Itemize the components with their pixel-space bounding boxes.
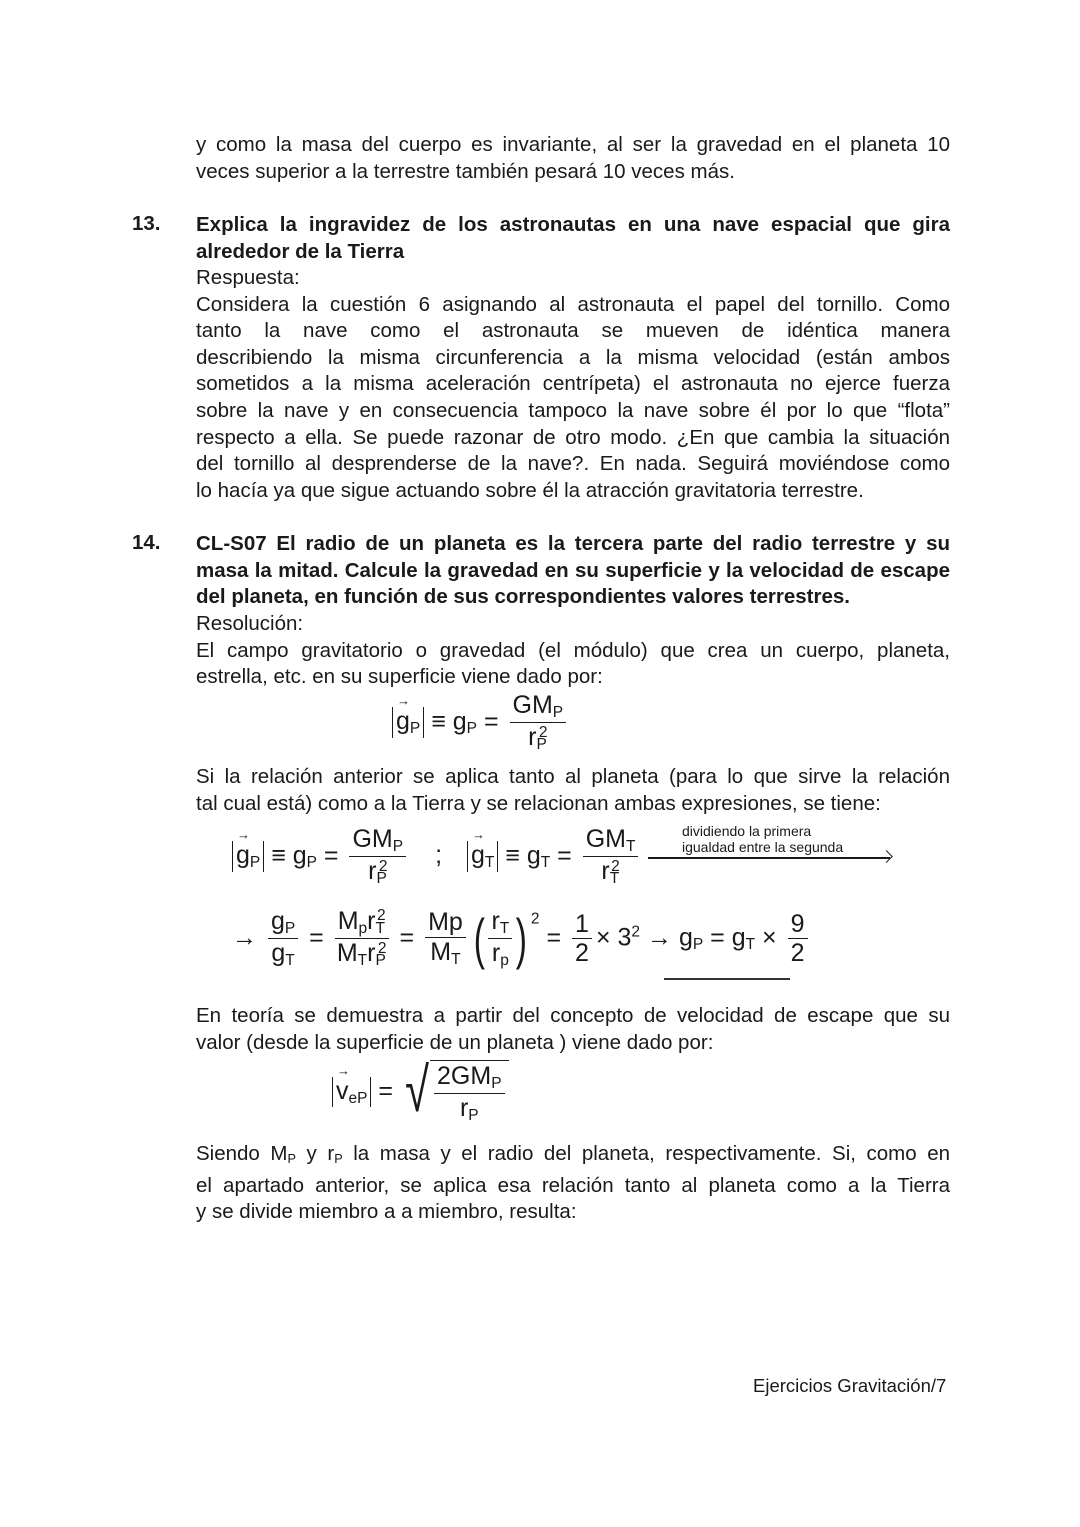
- fraction: [434, 1063, 505, 1124]
- text-line: sometidos a la misma aceleración centrípeta) el astronauta no ejerce fuerza: [196, 372, 950, 396]
- left-paren: (: [473, 906, 485, 970]
- text-line: Considera la cuestión 6 asignando al astronauta el papel del tornillo. Como: [196, 292, 950, 316]
- subscript: P: [284, 919, 296, 937]
- text-line: y se divide miembro a a miembro, resulta:: [196, 1200, 577, 1224]
- radical-icon: √: [405, 1056, 429, 1125]
- subscript: P: [334, 1151, 343, 1167]
- abs-value: [467, 841, 498, 872]
- superscript: 2: [377, 939, 387, 957]
- question-13-number: 13.: [132, 212, 161, 235]
- equiv-sign: ≡: [431, 707, 446, 736]
- formula-gravity-both: → $g_P \equiv g_P$ = $\frac{GM_P}{r_P^2}$ ; → $g_T \equiv g_T$ = $\frac{GM_T}{r_T^2}$: [232, 826, 642, 887]
- symbol-g: g: [731, 923, 746, 952]
- superscript: 2: [611, 857, 620, 875]
- numerator: M: [337, 907, 359, 935]
- text-line: tal cual está) como a la Tierra y se relacionan ambas expresiones, se tiene:: [196, 791, 881, 815]
- resolution-label: Resolución:: [196, 612, 304, 635]
- formula-gravity-ratio: → $\frac{g_P}{g_T}$ = $\frac{M_pr_T^2}{M_Tr_P^2}$ = $\frac{Mp}{M_T}$ ( $\frac{r_T}{r_p}$ ) $^2$ = $\frac{1}{2}$ × $3^2 \to g_P = g_T$ × $\frac{9}{2}$: [232, 908, 812, 969]
- subscript: P: [375, 952, 386, 970]
- denominator: M: [430, 937, 452, 966]
- question-13-statement: [196, 212, 950, 265]
- text-line: sobre la nave y en consecuencia tampoco la nave sobre él por lo que “flota”: [196, 398, 950, 422]
- denominator: g: [271, 939, 286, 968]
- exponent: 2: [530, 910, 540, 928]
- fraction: [268, 908, 298, 969]
- subscript: T: [540, 854, 551, 872]
- arrow-label-line1: dividiendo la primera: [682, 823, 812, 839]
- text: Siendo M: [196, 1142, 288, 1165]
- text-line: respecto a ella. Se puede razonar de otro modo. ¿En que cambia la situación: [196, 425, 950, 449]
- subscript: T: [625, 837, 636, 855]
- question-14-resolution: [196, 611, 950, 691]
- vector-g: → g: [471, 841, 485, 870]
- symbol-g: g: [526, 841, 541, 870]
- text-line: del tornillo al desprenderse de la nave?. En nada. Seguirá moviéndose como: [196, 452, 950, 476]
- arrow-label-line2: igualdad entre la segunda: [682, 839, 844, 855]
- fraction: [510, 692, 567, 753]
- text-line: CL-S07 El radio de un planeta es la tercera parte del radio terrestre y su: [196, 532, 950, 555]
- square-root: [400, 1056, 509, 1125]
- subscript: T: [609, 870, 620, 888]
- text: y r: [295, 1142, 335, 1165]
- numerator: 9: [788, 911, 808, 939]
- question-14-statement: [196, 531, 950, 611]
- symbol-g: g: [292, 841, 307, 870]
- separator: ;: [435, 841, 443, 870]
- subscript: T: [499, 919, 510, 937]
- superscript: 2: [378, 857, 388, 875]
- vector-g: → g: [236, 841, 250, 870]
- text-line: El campo gravitatorio o gravedad (el módulo) que crea un cuerpo, planeta,: [196, 638, 950, 662]
- subscript: P: [466, 720, 477, 738]
- subscript: P: [249, 854, 261, 872]
- fraction: [349, 826, 406, 887]
- subscript: P: [552, 703, 564, 721]
- denominator: r: [368, 857, 377, 886]
- numerator: r: [491, 907, 500, 935]
- numerator: GM: [585, 825, 626, 853]
- subscript: P: [536, 736, 547, 754]
- text-line: Si la relación anterior se aplica tanto al planeta (para lo que sirve la relación: [196, 765, 950, 788]
- long-arrow-icon: [648, 857, 890, 859]
- arrow-icon: →: [647, 923, 672, 952]
- text-line: [196, 1141, 950, 1173]
- denominator: M: [336, 939, 358, 968]
- numerator: GM: [512, 691, 553, 719]
- equals-sign: =: [378, 1076, 394, 1105]
- formula-gravity-planet: [392, 692, 570, 753]
- subscript: p: [500, 952, 509, 970]
- arrow-icon: →: [232, 923, 257, 952]
- text-line: alrededor de la Tierra: [196, 239, 405, 263]
- abs-value: [232, 841, 264, 872]
- question-14-number: 14.: [132, 531, 161, 554]
- subscript: P: [692, 936, 704, 954]
- text-line: el apartado anterior, se aplica esa relación tanto al planeta como a la Tierra: [196, 1173, 950, 1197]
- text: la masa y el radio del planeta, respectivamente. Si, como en: [342, 1142, 951, 1165]
- text-line: veces superior a la terrestre también pesará 10 veces más.: [196, 159, 735, 183]
- final-paragraph: [196, 1141, 950, 1226]
- text-line: Explica la ingravidez de los astronautas en una nave espacial que gira: [196, 213, 950, 236]
- text-line: describiendo la misma circunferencia a la misma velocidad (están ambos: [196, 345, 950, 369]
- denominator: 2: [790, 939, 805, 968]
- result-underline: [664, 978, 790, 980]
- fraction: [488, 908, 512, 969]
- text-line: del planeta, en función de sus correspondientes valores terrestres.: [196, 585, 850, 609]
- superscript: 2: [538, 723, 548, 741]
- text-line: estrella, etc. en su superficie viene dado por:: [196, 665, 603, 689]
- formula-escape-velocity: [332, 1056, 509, 1125]
- text-line: En teoría se demuestra a partir del concepto de velocidad de escape que su: [196, 1004, 950, 1027]
- subscript: P: [409, 720, 421, 738]
- relation-paragraph: [196, 764, 950, 817]
- text-line: y como la masa del cuerpo es invariante, al ser la gravedad en el planeta 10: [196, 133, 950, 156]
- subscript: P: [287, 1151, 296, 1167]
- vector-v: → v: [336, 1077, 349, 1106]
- escape-paragraph: [196, 1003, 950, 1056]
- answer-label: Respuesta:: [196, 266, 300, 289]
- abs-value: [332, 1077, 371, 1108]
- fraction: [335, 908, 389, 969]
- numerator: g: [270, 907, 285, 935]
- denominator: r: [601, 857, 610, 886]
- vector-g: → g: [396, 707, 410, 736]
- denominator: r: [459, 1094, 469, 1123]
- fraction: [425, 909, 466, 967]
- numerator: 2GM: [437, 1062, 492, 1090]
- text-line: lo hacía ya que sigue actuando sobre él la atracción gravitatoria terrestre.: [196, 478, 864, 502]
- text-line: masa la mitad. Calcule la gravedad en su superficie y la velocidad de escape: [196, 558, 950, 582]
- page-footer: Ejercicios Gravitación/7: [753, 1375, 947, 1396]
- numerator: 1: [572, 911, 592, 939]
- subscript: T: [484, 854, 495, 872]
- subscript: T: [375, 919, 385, 937]
- superscript: 2: [376, 907, 386, 925]
- symbol-g: g: [678, 923, 693, 952]
- abs-value: [392, 707, 424, 738]
- subscript: P: [376, 870, 387, 888]
- continuation-paragraph: [196, 132, 950, 185]
- base: 3: [617, 923, 632, 952]
- question-13-answer: [196, 265, 950, 504]
- equals-sign: =: [483, 707, 499, 736]
- right-paren: ): [515, 906, 528, 970]
- exponent: 2: [631, 923, 641, 941]
- fraction: [583, 826, 639, 887]
- denominator: r: [528, 723, 537, 752]
- subscript: T: [451, 950, 461, 968]
- subscript: P: [468, 1107, 479, 1125]
- subscript: T: [357, 952, 368, 970]
- numerator: GM: [352, 825, 393, 853]
- subscript: P: [392, 837, 404, 855]
- numerator: r: [367, 907, 376, 935]
- text-line: tanto la nave como el astronauta se mueven de idéntica manera: [196, 319, 950, 343]
- denominator: r: [491, 939, 501, 968]
- subscript: P: [491, 1074, 502, 1092]
- fraction: [788, 911, 808, 967]
- fraction: [572, 911, 592, 967]
- numerator: Mp: [425, 909, 466, 937]
- symbol-g: g: [452, 707, 467, 736]
- times-sign: ×: [595, 923, 611, 952]
- subscript: eP: [348, 1089, 368, 1107]
- denominator: 2: [575, 939, 589, 968]
- subscript: T: [745, 936, 756, 954]
- text-line: valor (desde la superficie de un planeta ) viene dado por:: [196, 1030, 714, 1054]
- times-sign: ×: [762, 923, 777, 952]
- denominator: r: [367, 939, 376, 968]
- subscript: P: [306, 854, 317, 872]
- subscript: T: [285, 952, 295, 970]
- subscript: p: [358, 919, 368, 937]
